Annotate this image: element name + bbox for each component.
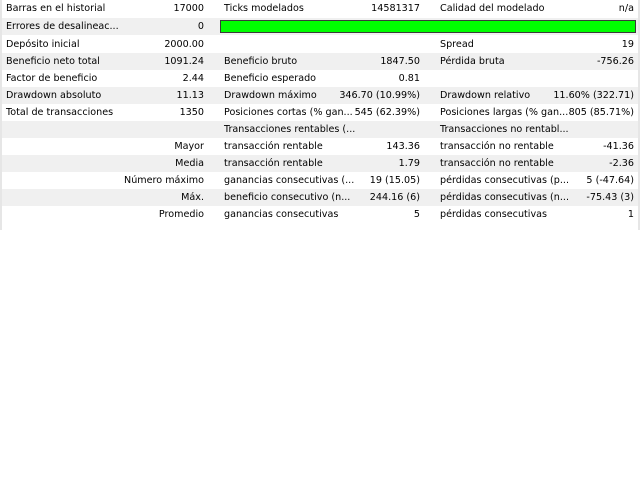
short-positions-value: 545 (62.39%) [354, 107, 420, 118]
strategy-tester-report [0, 0, 640, 223]
report-row [0, 189, 640, 206]
bars-in-history-value: 17000 [173, 3, 204, 14]
avg-consecutive-wins-label: ganancias consecutivas [224, 209, 339, 220]
report-row [0, 53, 640, 70]
profit-factor-cell [0, 70, 218, 87]
avg-consecutive-losses-cell [434, 206, 640, 223]
initial-deposit-cell [0, 36, 218, 53]
profit-factor-label: Factor de beneficio [6, 73, 98, 84]
short-positions-cell [218, 104, 434, 121]
largest-profit-trade-label: transacción rentable [224, 141, 323, 152]
loss-trades-cell [434, 121, 640, 138]
initial-deposit-label: Depósito inicial [6, 39, 80, 50]
average-loss-trade-value: -2.36 [609, 158, 634, 169]
empty-cell [0, 121, 218, 138]
gross-profit-value: 1847.50 [380, 56, 420, 67]
modeling-quality-label: Calidad del modelado [440, 3, 545, 14]
modeling-quality-cell [434, 0, 640, 17]
maximum-number-label: Número máximo [124, 175, 204, 186]
ticks-modeled-value: 14581317 [371, 3, 420, 14]
empty-cell [218, 36, 434, 53]
maximal-drawdown-cell [218, 87, 434, 104]
long-positions-value: 805 (85.71%) [568, 107, 634, 118]
gross-profit-label: Beneficio bruto [224, 56, 298, 67]
largest-loss-trade-value: -41.36 [603, 141, 634, 152]
bars-in-history-cell [0, 0, 218, 17]
avg-consecutive-wins-value: 5 [413, 209, 420, 220]
total-net-profit-label: Beneficio neto total [6, 56, 100, 67]
modeling-quality-bar [220, 20, 636, 33]
maximal-drawdown-value: 346.70 (10.99%) [339, 90, 420, 101]
report-row [0, 0, 640, 17]
left-border [0, 0, 2, 230]
bars-in-history-label: Barras en el historial [6, 3, 106, 14]
relative-drawdown-value: 11.60% (322.71) [553, 90, 634, 101]
report-row [0, 18, 640, 35]
max-consecutive-losses-value: 5 (-47.64) [586, 175, 634, 186]
gross-loss-cell [434, 53, 640, 70]
maximal-label: Máx. [181, 192, 204, 203]
profit-factor-value: 2.44 [182, 73, 204, 84]
report-row [0, 206, 640, 223]
expected-payoff-label: Beneficio esperado [224, 73, 317, 84]
avg-consecutive-losses-label: pérdidas consecutivas [440, 209, 548, 220]
quality-bar-cell [218, 18, 640, 35]
spread-value: 19 [621, 39, 634, 50]
long-positions-label: Posiciones largas (% gan... [440, 107, 569, 118]
spread-label: Spread [440, 39, 474, 50]
max-consecutive-wins-cell [218, 172, 434, 189]
ticks-modeled-label: Ticks modelados [224, 3, 304, 14]
average-profit-trade-value: 1.79 [398, 158, 420, 169]
max-consecutive-loss-label: pérdidas consecutivas (n... [440, 192, 570, 203]
profit-trades-cell [218, 121, 434, 138]
expected-payoff-value: 0.81 [398, 73, 420, 84]
spread-cell [434, 36, 640, 53]
total-net-profit-value: 1091.24 [164, 56, 204, 67]
mismatch-errors-label: Errores de desalineac... [6, 21, 119, 32]
modeling-quality-value: n/a [618, 3, 634, 14]
max-consecutive-loss-cell [434, 189, 640, 206]
max-consecutive-profit-value: 244.16 (6) [369, 192, 420, 203]
report-row [0, 155, 640, 172]
short-positions-label: Posiciones cortas (% gan... [224, 107, 353, 118]
gross-loss-label: Pérdida bruta [440, 56, 505, 67]
average-profit-trade-cell [218, 155, 434, 172]
report-row [0, 36, 640, 53]
total-trades-value: 1350 [179, 107, 204, 118]
report-row [0, 104, 640, 121]
largest-profit-trade-cell [218, 138, 434, 155]
max-consecutive-wins-label: ganancias consecutivas (... [224, 175, 355, 186]
gross-loss-value: -756.26 [596, 56, 634, 67]
largest-loss-trade-label: transacción no rentable [440, 141, 554, 152]
max-consecutive-wins-value: 19 (15.05) [369, 175, 420, 186]
mismatch-errors-cell [0, 18, 218, 35]
largest-loss-trade-cell [434, 138, 640, 155]
avg-consecutive-losses-value: 1 [627, 209, 634, 220]
largest-label: Mayor [174, 141, 204, 152]
absolute-drawdown-value: 11.13 [176, 90, 204, 101]
report-row [0, 70, 640, 87]
max-consecutive-profit-cell [218, 189, 434, 206]
avg-consecutive-wins-cell [218, 206, 434, 223]
average-consecutive-label: Promedio [158, 209, 204, 220]
relative-drawdown-label: Drawdown relativo [440, 90, 531, 101]
max-consecutive-profit-label: beneficio consecutivo (n... [224, 192, 351, 203]
initial-deposit-value: 2000.00 [164, 39, 204, 50]
gross-profit-cell [218, 53, 434, 70]
total-net-profit-cell [0, 53, 218, 70]
expected-payoff-cell [218, 70, 434, 87]
average-loss-trade-label: transacción no rentable [440, 158, 554, 169]
report-row [0, 121, 640, 138]
report-row [0, 138, 640, 155]
long-positions-cell [434, 104, 640, 121]
maximal-drawdown-label: Drawdown máximo [224, 90, 317, 101]
profit-trades-label: Transacciones rentables (... [224, 124, 356, 135]
absolute-drawdown-label: Drawdown absoluto [6, 90, 102, 101]
average-label: Media [175, 158, 204, 169]
average-profit-trade-label: transacción rentable [224, 158, 323, 169]
total-trades-cell [0, 104, 218, 121]
absolute-drawdown-cell [0, 87, 218, 104]
report-row [0, 172, 640, 189]
average-loss-trade-cell [434, 155, 640, 172]
ticks-modeled-cell [218, 0, 434, 17]
relative-drawdown-cell [434, 87, 640, 104]
largest-profit-trade-value: 143.36 [386, 141, 420, 152]
max-consecutive-losses-label: pérdidas consecutivas (p... [440, 175, 570, 186]
loss-trades-label: Transacciones no rentabl... [440, 124, 569, 135]
mismatch-errors-value: 0 [197, 21, 204, 32]
max-consecutive-loss-value: -75.43 (3) [586, 192, 634, 203]
report-row [0, 87, 640, 104]
max-consecutive-losses-cell [434, 172, 640, 189]
total-trades-label: Total de transacciones [6, 107, 114, 118]
empty-cell [434, 70, 640, 87]
